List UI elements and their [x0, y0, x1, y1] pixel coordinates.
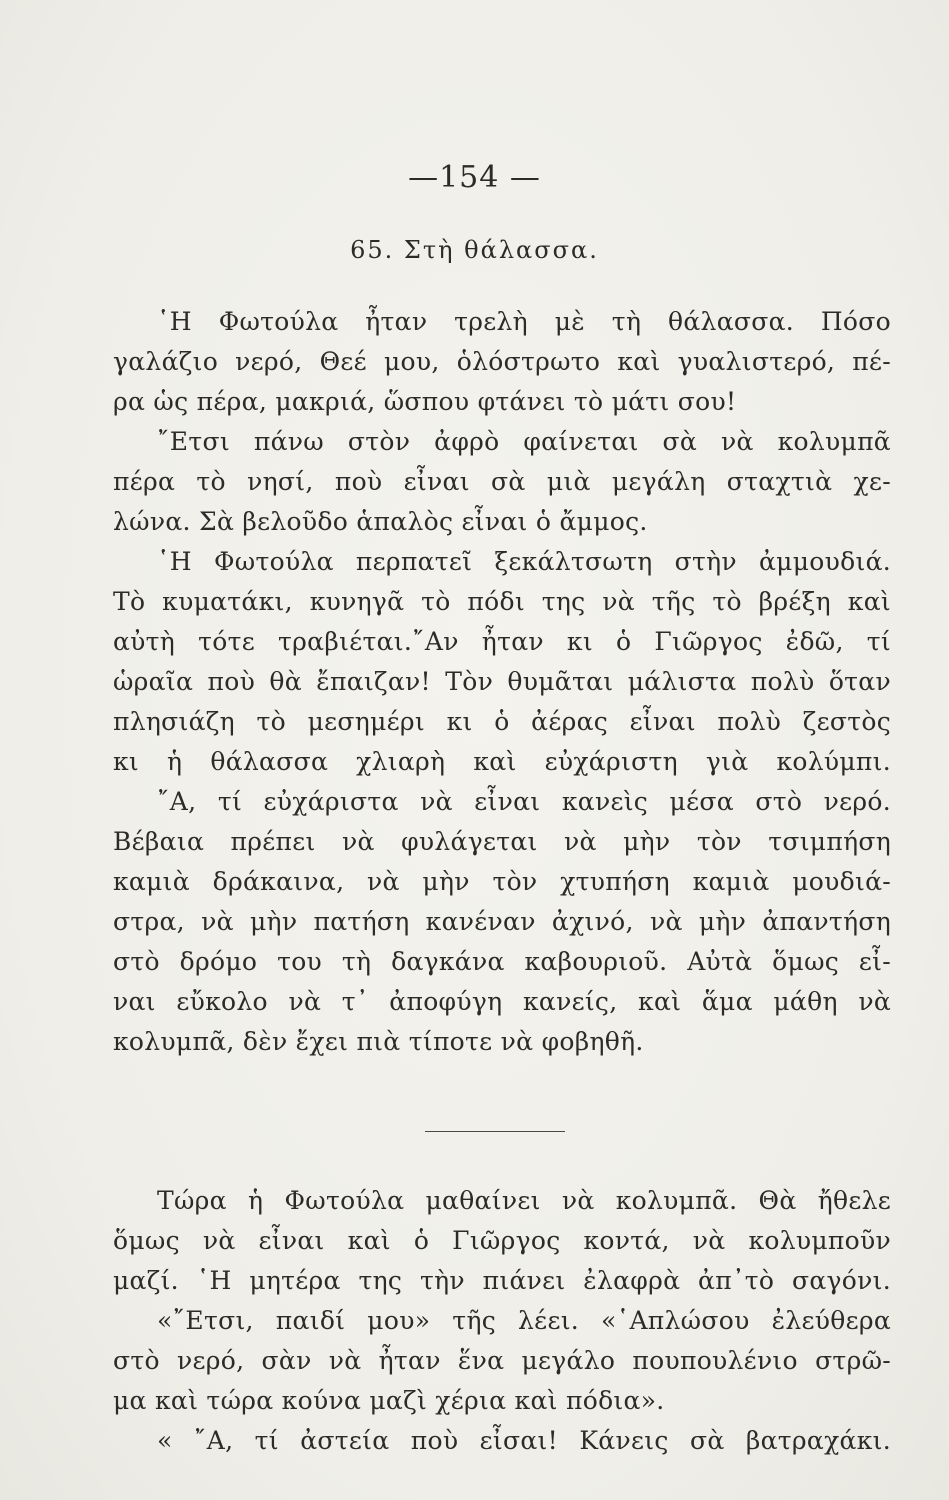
text-line: πλησιάζη τὸ μεσημέρι κι ὁ ἀέρας εἶναι πολὺ ζεστὸς — [113, 707, 891, 736]
text-line: Τώρα ἡ Φωτούλα μαθαίνει νὰ κολυμπᾶ. Θὰ ἤθελε — [157, 1186, 891, 1215]
text-line: ναι εὔκολο νὰ τ᾽ ἀποφύγη κανείς, καὶ ἅμα μάθη νὰ — [113, 987, 891, 1016]
text-line: λώνα. Σὰ βελοῦδο ἁπαλὸς εἶναι ὁ ἄμμος. — [113, 507, 648, 536]
text-line: μαζί. ῾Η μητέρα της τὴν πιάνει ἐλαφρὰ ἀπ᾽τὸ σαγόνι. — [113, 1266, 891, 1295]
text-line: πέρα τὸ νησί, ποὺ εἶναι σὰ μιὰ μεγάλη σταχτιὰ χε- — [113, 467, 891, 496]
text-line: Τὸ κυματάκι, κυνηγᾶ τὸ πόδι της νὰ τῆς τὸ βρέξη καὶ — [113, 587, 891, 616]
text-line: στὸ νερό, σὰν νὰ ἦταν ἕνα μεγάλο πουπουλένιο στρῶ- — [113, 1346, 891, 1375]
text-line: ρα ὡς πέρα, μακριά, ὥσπου φτάνει τὸ μάτι σου! — [113, 387, 737, 416]
text-line: « ῎Α, τί ἀστεία ποὺ εἶσαι! Κάνεις σὰ βατραχάκι. — [157, 1426, 891, 1455]
text-line: καμιὰ δράκαινα, νὰ μὴν τὸν χτυπήση καμιὰ μουδιά- — [113, 867, 891, 896]
text-line: αὐτὴ τότε τραβιέται.῎Αν ἦταν κι ὁ Γιῶργος ἐδῶ, τί — [113, 627, 891, 656]
text-line: «῎Ετσι, παιδί μου» τῆς λέει. «῾Απλώσου ἐλεύθερα — [157, 1306, 891, 1335]
text-line: ῎Α, τί εὐχάριστα νὰ εἶναι κανεὶς μέσα στὸ νερό. — [157, 787, 891, 816]
text-line: στρα, νὰ μὴν πατήση κανέναν ἀχινό, νὰ μὴν ἀπαντήση — [113, 907, 891, 936]
text-line: μα καὶ τώρα κούνα μαζὶ χέρια καὶ πόδια». — [113, 1386, 665, 1415]
text-line: ὅμως νὰ εἶναι καὶ ὁ Γιῶργος κοντά, νὰ κολυμποῦν — [113, 1226, 891, 1255]
section-title: 65. Στὴ θάλασσα. — [350, 236, 599, 264]
text-line: ὡραῖα ποὺ θὰ ἔπαιζαν! Τὸν θυμᾶται μάλιστα πολὺ ὅταν — [113, 667, 891, 696]
text-line: ῾Η Φωτούλα περπατεῖ ξεκάλτσωτη στὴν ἀμμουδιά. — [157, 547, 891, 576]
page-number: —154 — — [408, 160, 541, 195]
text-line: γαλάζιο νερό, Θεέ μου, ὁλόστρωτο καὶ γυαλιστερό, πέ- — [113, 347, 891, 376]
text-line: στὸ δρόμο του τὴ δαγκάνα καβουριοῦ. Αὐτὰ ὅμως εἶ- — [113, 947, 891, 976]
text-line: κολυμπᾶ, δὲν ἔχει πιὰ τίποτε νὰ φοβηθῆ. — [113, 1027, 644, 1056]
text-block-1 — [113, 302, 891, 1062]
text-line: ῾Η Φωτούλα ἦταν τρελὴ μὲ τὴ θάλασσα. Πόσο — [157, 307, 891, 336]
section-divider — [425, 1131, 565, 1132]
text-block-2 — [113, 1181, 891, 1461]
text-line: ῎Ετσι πάνω στὸν ἀφρὸ φαίνεται σὰ νὰ κολυμπᾶ — [157, 427, 891, 456]
text-line: Βέβαια πρέπει νὰ φυλάγεται νὰ μὴν τὸν τσιμπήση — [113, 827, 891, 856]
text-line: κι ἡ θάλασσα χλιαρὴ καὶ εὐχάριστη γιὰ κολύμπι. — [113, 747, 891, 776]
